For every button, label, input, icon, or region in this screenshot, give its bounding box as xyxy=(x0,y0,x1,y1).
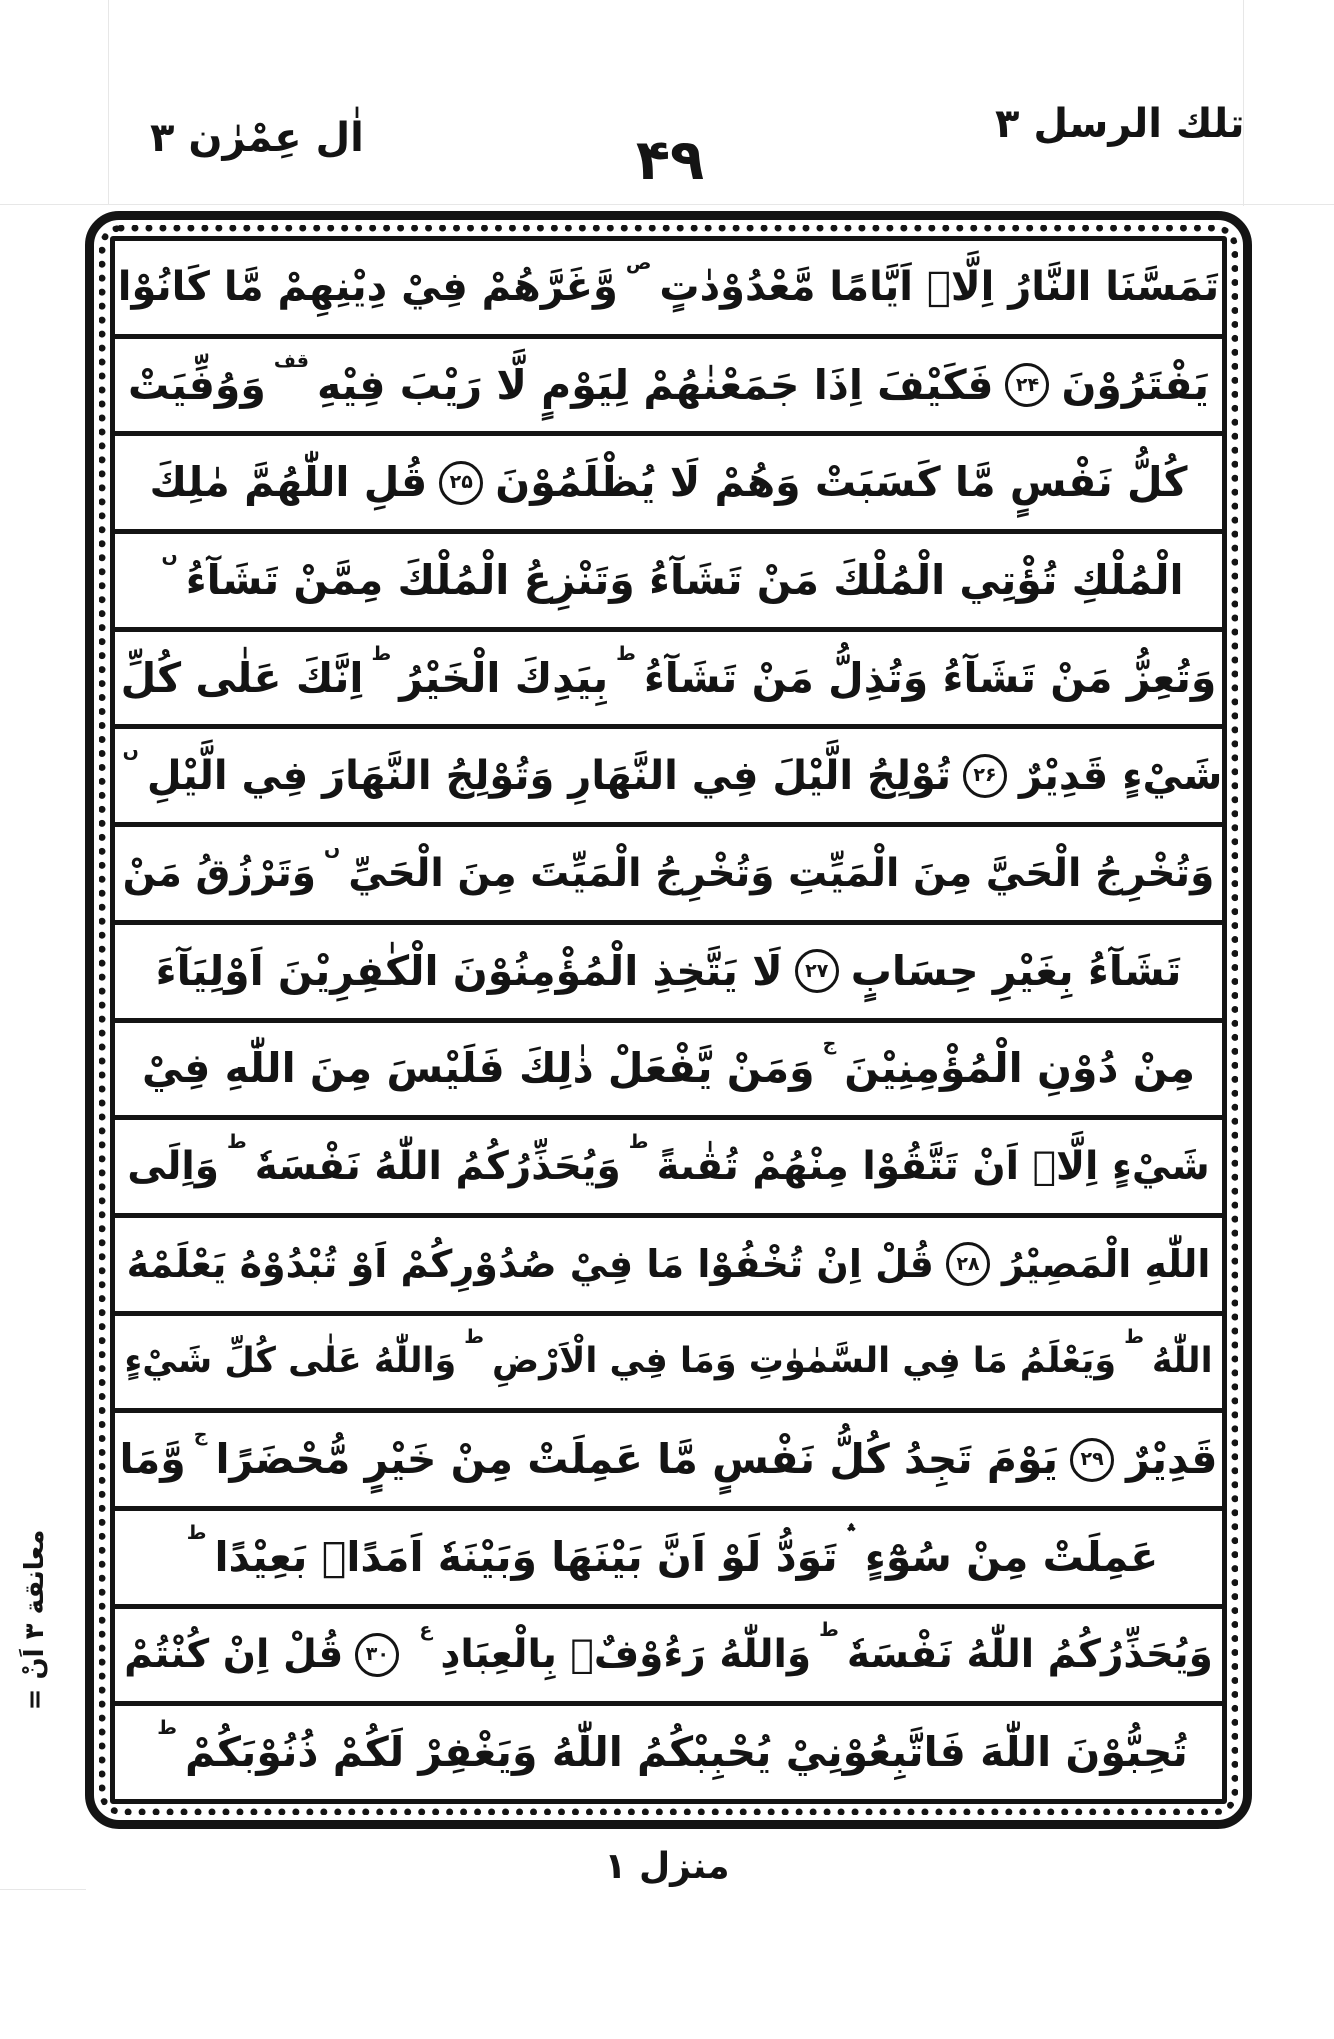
page-number: ۴۹ xyxy=(635,128,705,193)
ayah-end-marker: ۲۹ xyxy=(1070,1438,1114,1482)
pause-mark: ط xyxy=(819,1619,839,1642)
verse-text: لَا يَتَّخِذِ الْمُؤْمِنُوْنَ الْكٰفِرِيْنَ اَوْلِيَآءَ xyxy=(155,946,783,995)
manzil-label: منزل ۱ xyxy=(604,1846,730,1887)
pause-mark: ط xyxy=(157,1717,177,1740)
verse-text: وَتَرْزُقُ مَنْ xyxy=(122,850,316,896)
verse-line xyxy=(115,1218,1222,1316)
verse-text: يَفْتَرُوْنَ xyxy=(1061,360,1210,409)
verse-lines xyxy=(110,236,1227,1804)
verse-text: عَمِلَتْ مِنْ سُوْٓءٍ xyxy=(864,1532,1159,1581)
pause-mark: ط xyxy=(464,1326,485,1349)
verse-text: اللّٰهُ xyxy=(1151,1341,1213,1382)
verse-line xyxy=(115,534,1222,632)
verse-line xyxy=(115,1023,1222,1121)
verse-text: تَوَدُّ لَوْ اَنَّ بَيْنَهَا وَبَيْنَهٗ اَمَدًاۢ بَعِيْدًا xyxy=(214,1532,838,1581)
verse-text: بِيَدِكَ الْخَيْرُ xyxy=(399,653,609,702)
verse-line xyxy=(115,436,1222,534)
verse-text: فَكَيْفَ اِذَا جَمَعْنٰهُمْ لِيَوْمٍ لَّا رَيْبَ فِيْهِ xyxy=(316,360,994,409)
pause-mark: ں xyxy=(323,837,341,860)
pause-mark: قف xyxy=(273,349,309,372)
verse-text: قُلِ اللّٰهُمَّ مٰلِكَ xyxy=(149,458,428,507)
verse-text: وَيُحَذِّرُكُمُ اللّٰهُ نَفْسَهٗ xyxy=(254,1144,621,1190)
pause-mark: ج xyxy=(822,1033,837,1056)
verse-text: وَوُفِّيَتْ xyxy=(127,360,266,409)
verse-text: شَيْءٍ اِلَّاۤ اَنْ تَتَّقُوْا مِنْهُمْ تُقٰىةً xyxy=(656,1144,1210,1190)
ayah-end-marker: ۲۵ xyxy=(439,461,483,505)
pause-mark: ط xyxy=(1124,1326,1144,1349)
pause-mark: ؞ xyxy=(845,1521,857,1544)
decorative-border-outer xyxy=(85,211,1252,1829)
verse-text: قُلْ اِنْ كُنْتُمْ xyxy=(124,1632,344,1678)
page-header xyxy=(0,96,1334,206)
pause-mark: ط xyxy=(628,1131,649,1154)
verse-text: وَّغَرَّهُمْ فِيْ دِيْنِهِمْ مَّا كَانُوْا xyxy=(117,264,618,311)
verse-text: وَاِلَى xyxy=(127,1144,219,1190)
pause-mark: ط xyxy=(371,642,392,665)
ayah-end-marker: ۳۰ xyxy=(355,1633,399,1677)
verse-line xyxy=(115,729,1222,827)
pause-mark: ع xyxy=(419,1619,433,1642)
verse-line xyxy=(115,241,1222,339)
ayah-end-marker: ۲۸ xyxy=(946,1242,990,1286)
decorative-border-beads xyxy=(99,225,1238,1815)
verse-text: تَشَآءُ بِغَيْرِ حِسَابٍ xyxy=(850,946,1182,995)
verse-text: اللّٰهِ الْمَصِيْرُ xyxy=(1001,1242,1211,1287)
verse-line xyxy=(115,827,1222,925)
verse-text: تُحِبُّوْنَ اللّٰهَ فَاتَّبِعُوْنِيْ يُحْبِبْكُمُ اللّٰهُ وَيَغْفِرْ لَكُمْ ذُنُوْبَكُمْ xyxy=(184,1728,1188,1777)
verse-text: شَيْءٍ قَدِيْرٌ xyxy=(1018,752,1223,799)
verse-text: وَاللّٰهُ رَءُوْفٌۢ بِالْعِبَادِ xyxy=(440,1632,812,1678)
verse-line xyxy=(115,632,1222,730)
verse-text: قُلْ اِنْ تُخْفُوْا مَا فِيْ صُدُوْرِكُمْ اَوْ تُبْدُوْهُ يَعْلَمْهُ xyxy=(126,1242,934,1287)
verse-line xyxy=(115,925,1222,1023)
pause-mark: ط xyxy=(616,642,636,665)
pause-mark: ں xyxy=(122,740,139,763)
verse-text: تُوْلِجُ الَّيْلَ فِي النَّهَارِ وَتُوْلِجُ النَّهَارَ فِي الَّيْلِ xyxy=(146,752,951,799)
verse-text: وَيَعْلَمُ مَا فِي السَّمٰوٰتِ وَمَا فِي الْاَرْضِ xyxy=(492,1341,1117,1382)
pause-mark: ج xyxy=(193,1424,208,1447)
pause-mark: ط xyxy=(226,1131,247,1154)
verse-text: وَمَنْ يَّفْعَلْ ذٰلِكَ فَلَيْسَ مِنَ اللّٰهِ فِيْ xyxy=(141,1044,815,1093)
verse-line xyxy=(115,1511,1222,1609)
verse-text: وَتُعِزُّ مَنْ تَشَآءُ وَتُذِلُّ مَنْ تَشَآءُ xyxy=(643,653,1217,702)
verse-text: وَّمَا xyxy=(119,1435,186,1484)
verse-line xyxy=(115,1609,1222,1707)
pause-mark: ص xyxy=(625,251,652,274)
ayah-end-marker: ۲۴ xyxy=(1005,363,1049,407)
verse-line xyxy=(115,1120,1222,1218)
ayah-end-marker: ۲۷ xyxy=(795,949,839,993)
juz-name-label: تلك الرسل ۳ xyxy=(995,101,1245,147)
verse-text: وَيُحَذِّرُكُمُ اللّٰهُ نَفْسَهٗ xyxy=(846,1632,1213,1678)
verse-text: وَتُخْرِجُ الْحَيَّ مِنَ الْمَيِّتِ وَتُخْرِجُ الْمَيِّتَ مِنَ الْحَيِّ xyxy=(348,850,1215,896)
surah-name-label: اٰل عِمْرٰن ۳ xyxy=(150,115,364,161)
verse-text: وَاللّٰهُ عَلٰى كُلِّ شَيْءٍ xyxy=(124,1341,457,1382)
verse-text: الْمُلْكِ تُؤْتِي الْمُلْكَ مَنْ تَشَآءُ وَتَنْزِعُ الْمُلْكَ مِمَّنْ تَشَآءُ xyxy=(185,555,1184,604)
verse-line xyxy=(115,339,1222,437)
verse-text: قَدِيْرٌ xyxy=(1126,1435,1218,1484)
ayah-end-marker: ۲۶ xyxy=(963,754,1007,798)
scan-guide-line xyxy=(0,1889,86,1890)
pause-mark: ط xyxy=(186,1521,207,1544)
verse-text: تَمَسَّنَا النَّارُ اِلَّاۤ اَيَّامًا مَّعْدُوْدٰتٍ xyxy=(659,264,1220,311)
verse-line xyxy=(115,1316,1222,1414)
verse-text: اِنَّكَ عَلٰى كُلِّ xyxy=(120,653,364,702)
pause-mark: ں xyxy=(161,544,178,567)
verse-line xyxy=(115,1413,1222,1511)
verse-text: مِنْ دُوْنِ الْمُؤْمِنِيْنَ xyxy=(844,1044,1196,1093)
verse-text: يَوْمَ تَجِدُ كُلُّ نَفْسٍ مَّا عَمِلَتْ مِنْ خَيْرٍ مُّحْضَرًا xyxy=(215,1435,1059,1484)
verse-text: كُلُّ نَفْسٍ مَّا كَسَبَتْ وَهُمْ لَا يُظْلَمُوْنَ xyxy=(495,458,1188,507)
margin-note-muanaqah: معانقة ٣ اَنْ = xyxy=(20,1529,50,1711)
verse-line xyxy=(115,1706,1222,1799)
